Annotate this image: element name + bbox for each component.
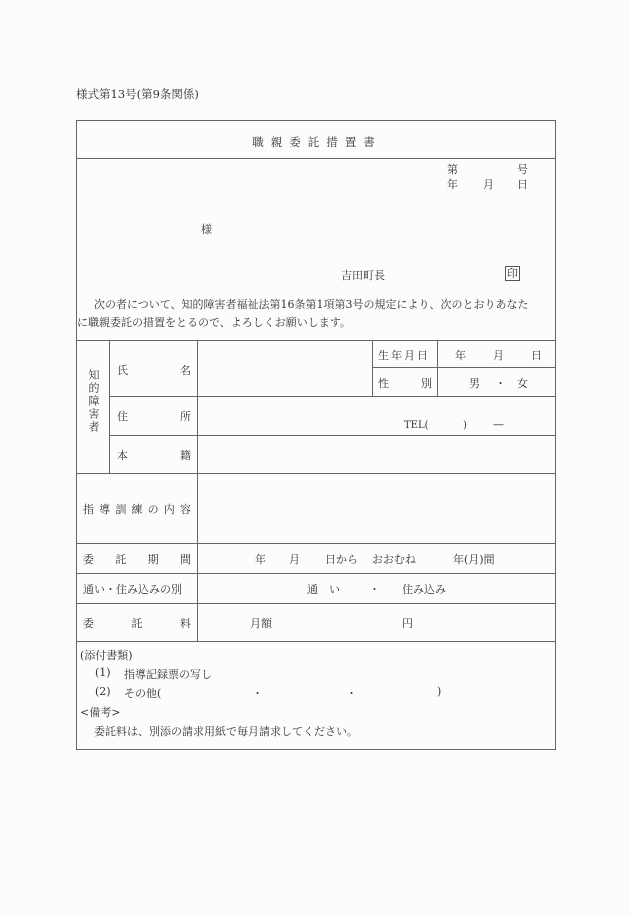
- label-char: 籍: [180, 449, 191, 462]
- sex-option-female[interactable]: 女: [517, 377, 528, 390]
- sex-option-male[interactable]: 男: [469, 377, 480, 390]
- attachment-2-dot: ・: [252, 687, 263, 700]
- attachment-2-close: ): [437, 685, 442, 698]
- divider: [372, 367, 555, 368]
- divider: [77, 158, 555, 159]
- label-char: 内: [163, 503, 175, 516]
- domicile-label: [117, 447, 191, 463]
- divider: [109, 340, 110, 473]
- period-year: 年: [255, 553, 266, 566]
- divider: [77, 641, 555, 642]
- label-char: 託: [115, 553, 127, 566]
- date-year: 年: [447, 178, 458, 191]
- addressee-suffix: 様: [201, 223, 212, 236]
- label-char: 導: [99, 503, 111, 516]
- period-from: 日から: [325, 553, 358, 566]
- tel-close: ): [463, 420, 467, 431]
- sex-separator: ・: [495, 377, 506, 390]
- label-char: の: [147, 503, 159, 516]
- attachment-2-dot: ・: [346, 687, 357, 700]
- label-char: 別: [421, 377, 432, 390]
- attachment-1: 指導記録票の写し: [124, 668, 212, 681]
- divider: [372, 340, 373, 396]
- fee-amount-field[interactable]: [307, 608, 397, 632]
- attachment-2: その他(: [124, 687, 162, 700]
- period-label: [83, 551, 191, 567]
- document-number-suffix: 号: [517, 163, 528, 176]
- commute-separator: ・: [369, 583, 380, 596]
- label-char: 託: [131, 617, 143, 630]
- address-label: [117, 408, 191, 424]
- remarks-heading: <備考>: [80, 706, 121, 719]
- domicile-field[interactable]: [198, 436, 554, 472]
- period-month: 月: [289, 553, 300, 566]
- label-char: 性: [378, 377, 389, 390]
- label-char: 期: [147, 553, 159, 566]
- label-char: 指: [83, 503, 94, 516]
- commute-option-commute[interactable]: 通 い: [307, 583, 340, 596]
- document-number-prefix: 第: [447, 163, 458, 176]
- form-frame: [76, 120, 556, 750]
- fee-label: [83, 615, 191, 631]
- label-char: 訓: [115, 503, 127, 516]
- label-char: 容: [179, 503, 191, 516]
- sex-label: [378, 375, 432, 391]
- label-char: 委: [83, 553, 94, 566]
- attachment-2-number: (2): [95, 685, 111, 698]
- name-field[interactable]: [198, 341, 371, 395]
- attachment-1-number: (1): [95, 666, 111, 679]
- label-char: 練: [131, 503, 143, 516]
- seal-mark: 印: [507, 267, 518, 280]
- commute-option-live-in[interactable]: 住み込み: [402, 583, 446, 596]
- divider: [437, 340, 438, 396]
- guidance-field[interactable]: [198, 474, 554, 542]
- label-char: 間: [179, 553, 191, 566]
- label-char: 本: [117, 449, 128, 462]
- label-char: 住: [117, 410, 128, 423]
- label-char: 委: [83, 617, 94, 630]
- birth-month-unit: 月: [493, 349, 504, 362]
- name-label: [117, 362, 191, 378]
- label-char: 名: [180, 364, 191, 377]
- date-month: 月: [483, 178, 494, 191]
- commute-label: 通い・住み込みの別: [83, 583, 182, 596]
- divider: [77, 543, 555, 544]
- label-char: 所: [180, 410, 191, 423]
- guidance-label: [83, 501, 191, 517]
- form-reference: 様式第13号(第9条関係): [76, 87, 199, 101]
- document-title: 職親委託措置書: [252, 135, 382, 149]
- tel-label: TEL(: [404, 420, 429, 431]
- tel-dash: —: [493, 418, 504, 431]
- period-duration: 年(月)間: [453, 553, 495, 566]
- person-group-label: 知的障害者: [87, 369, 100, 434]
- label-char: 料: [180, 617, 191, 630]
- divider: [77, 573, 555, 574]
- birth-day-unit: 日: [531, 349, 542, 362]
- intro-line-2: に職親委託の措置をとるので、よろしくお願いします。: [77, 316, 351, 329]
- remarks-text: 委託料は、別添の請求用紙で毎月請求してください。: [94, 725, 358, 738]
- attachments-heading: (添付書類): [80, 649, 133, 662]
- date-day: 日: [517, 178, 528, 191]
- fee-monthly: 月額: [250, 617, 272, 630]
- birthdate-label: 生年月日: [378, 349, 430, 362]
- birth-year-unit: 年: [455, 349, 466, 362]
- period-approx: おおむね: [372, 553, 416, 566]
- intro-line-1: 次の者について、知的障害者福祉法第16条第1項第3号の規定により、次のとおりあなた: [94, 298, 529, 311]
- issuer: 吉田町長: [341, 269, 385, 282]
- fee-currency: 円: [402, 617, 413, 630]
- divider: [77, 603, 555, 604]
- label-char: 氏: [117, 364, 128, 377]
